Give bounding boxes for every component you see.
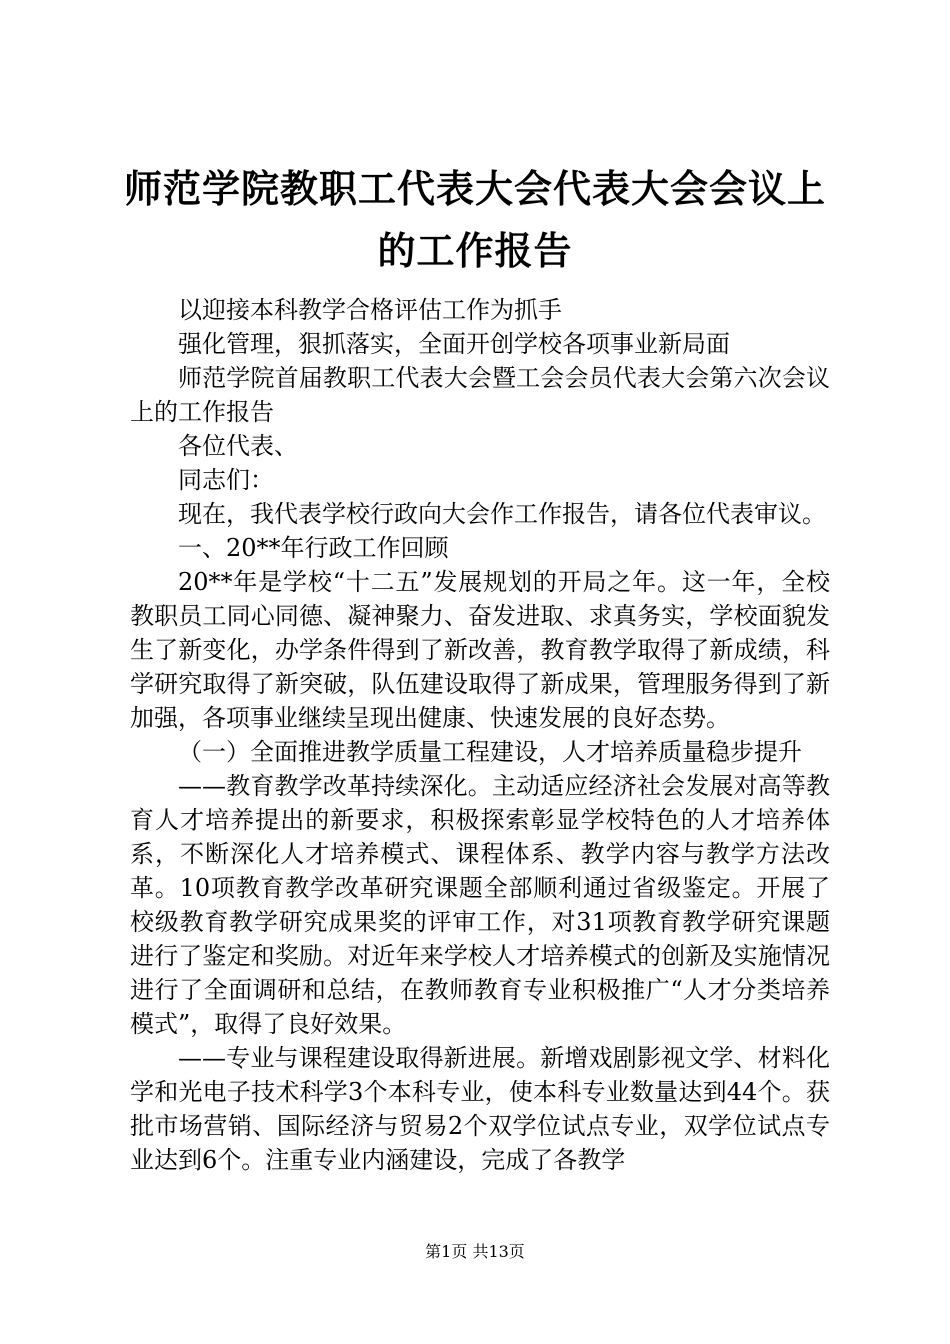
paragraph: 各位代表、: [178, 432, 298, 460]
paragraph: 强化管理，狠抓落实，全面开创学校各项事业新局面: [178, 330, 730, 358]
document-body: [130, 293, 830, 1177]
page-number: 第1页 共13页: [425, 1242, 525, 1261]
paragraph: ——教育教学改革持续深化。主动适应经济社会发展对高等教育人才培养提出的新要求，积极探索彰显学校特色的人才培养体系，不断深化人才培养模式、课程体系、教学内容与教学方法改革。10项教育教学改革研究课题全部顺利通过省级鉴定。开展了校级教育教学研究成果奖的评审工作，对31项教育教学研究课题进行了鉴定和奖励。对近年来学校人才培养模式的创新及实施情况进行了全面调研和总结，在教师教育专业积极推广“人才分类培养模式”，取得了良好效果。: [130, 772, 830, 1038]
document-title: 师范学院教职工代表大会代表大会会议上的工作报告: [123, 166, 826, 273]
subsection-heading: （一）全面推进教学质量工程建设，人才培养质量稳步提升: [178, 738, 802, 766]
paragraph: 以迎接本科教学合格评估工作为抓手: [178, 296, 562, 324]
paragraph: 20**年是学校“十二五”发展规划的开局之年。这一年，全校教职员工同心同德、凝神聚力、奋发进取、求真务实，学校面貌发生了新变化，办学条件得到了新改善，教育教学取得了新成绩，科学研究取得了新突破，队伍建设取得了新成果，管理服务得到了新加强，各项事业继续呈现出健康、快速发展的良好态势。: [130, 568, 830, 732]
paragraph: 同志们：: [178, 466, 274, 494]
paragraph: 师范学院首届教职工代表大会暨工会会员代表大会第六次会议上的工作报告: [130, 364, 830, 426]
section-heading: 一、20**年行政工作回顾: [178, 534, 449, 562]
paragraph: 现在，我代表学校行政向大会作工作报告，请各位代表审议。: [178, 500, 826, 528]
paragraph: ——专业与课程建设取得新进展。新增戏剧影视文学、材料化学和光电子技术科学3个本科专业，使本科专业数量达到44个。获批市场营销、国际经济与贸易2个双学位试点专业，双学位试点专业达到6个。注重专业内涵建设，完成了各教学: [130, 1044, 830, 1174]
